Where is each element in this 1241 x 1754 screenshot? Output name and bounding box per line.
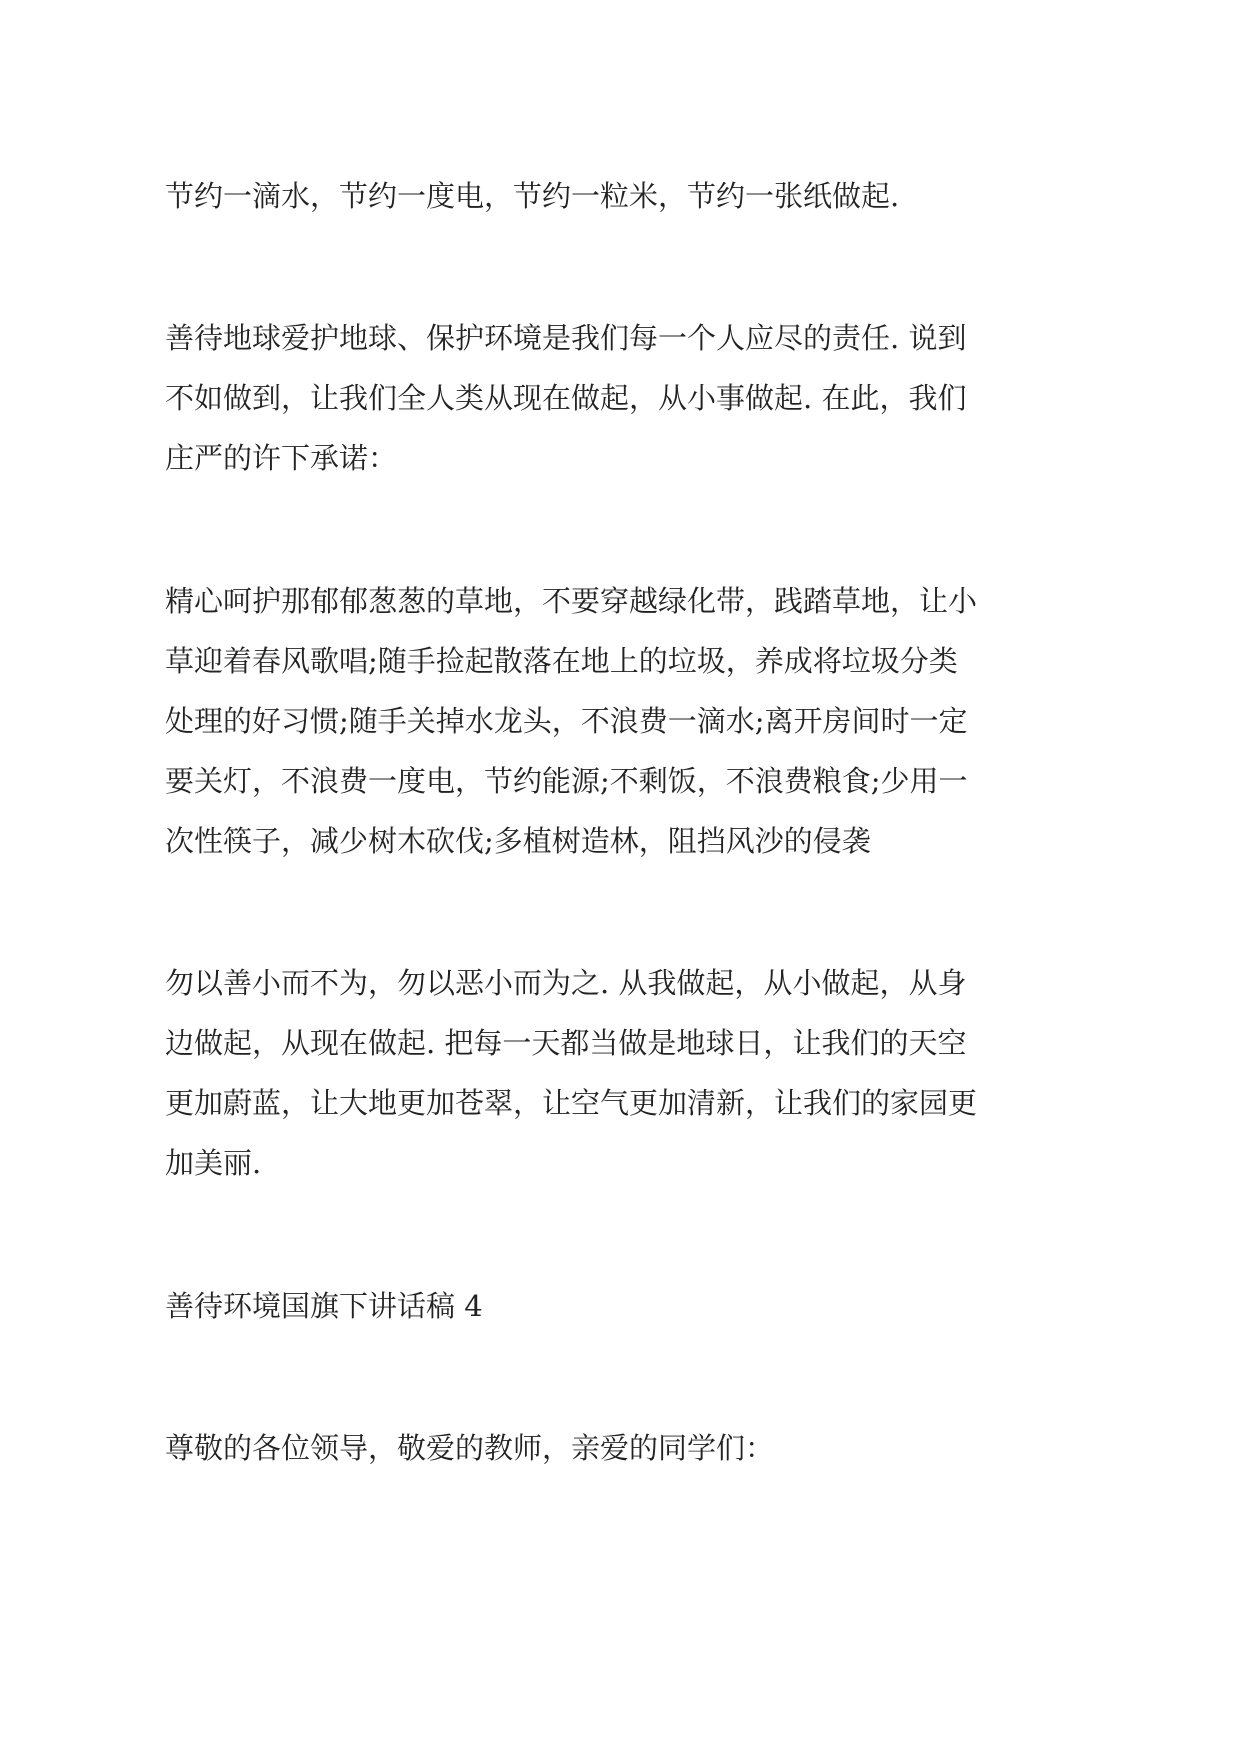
paragraph-4-line-2: 边做起，从现在做起. 把每一天都当做是地球日，让我们的天空 — [165, 1026, 967, 1060]
paragraph-2-line-2: 不如做到，让我们全人类从现在做起，从小事做起. 在此，我们 — [165, 381, 967, 415]
section-heading: 善待环境国旗下讲话稿 4 — [165, 1289, 483, 1323]
paragraph-2-line-1: 善待地球爱护地球、保护环境是我们每一个人应尽的责任. 说到 — [165, 321, 967, 355]
paragraph-1-line-1: 节约一滴水，节约一度电，节约一粒米，节约一张纸做起. — [165, 179, 900, 213]
paragraph-4-line-1: 勿以善小而不为，勿以恶小而为之. 从我做起，从小做起，从身 — [165, 966, 967, 1000]
paragraph-3-line-2: 草迎着春风歌唱;随手捡起散落在地上的垃圾，养成将垃圾分类 — [165, 644, 958, 678]
paragraph-3-line-5: 次性筷子，减少树木砍伐;多植树造林，阻挡风沙的侵袭 — [165, 824, 871, 858]
paragraph-3-line-1: 精心呵护那郁郁葱葱的草地，不要穿越绿化带，践踏草地，让小 — [165, 584, 978, 618]
paragraph-4-line-4: 加美丽. — [165, 1146, 262, 1180]
paragraph-4-line-3: 更加蔚蓝，让大地更加苍翠，让空气更加清新，让我们的家园更 — [165, 1086, 978, 1120]
paragraph-3-line-4: 要关灯，不浪费一度电，节约能源;不剩饭，不浪费粮食;少用一 — [165, 764, 968, 798]
paragraph-3-line-3: 处理的好习惯;随手关掉水龙头，不浪费一滴水;离开房间时一定 — [165, 704, 968, 738]
salutation: 尊敬的各位领导，敬爱的教师，亲爱的同学们： — [165, 1431, 775, 1465]
paragraph-2-line-3: 庄严的许下承诺： — [165, 441, 398, 475]
